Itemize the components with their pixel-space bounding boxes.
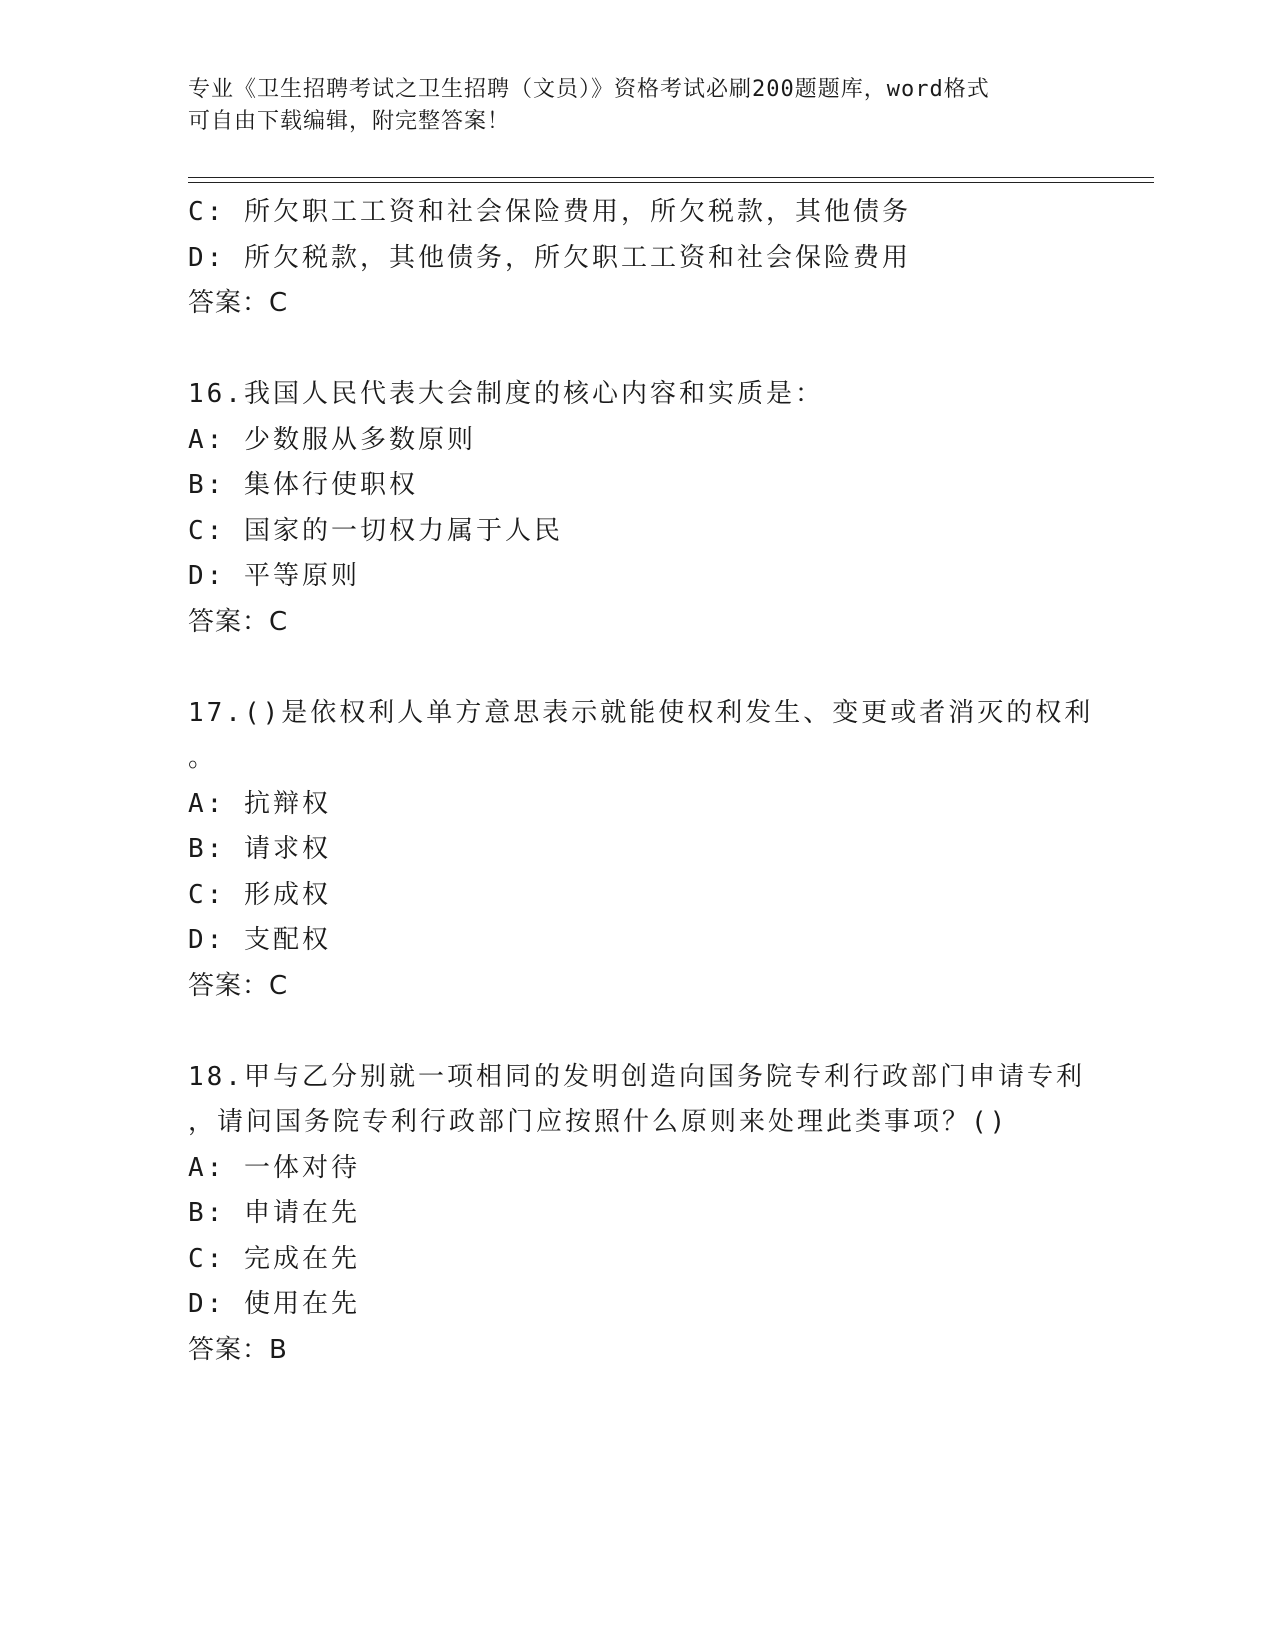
option-a: A: 抗辩权 [188,788,331,819]
question-stem-continued: ，请问国务院专利行政部门应按照什么原则来处理此类事项？() [188,1107,1009,1137]
option-c: C: 所欠职工工资和社会保险费用，所欠税款，其他债务 [188,197,911,227]
option-b: B: 集体行使职权 [188,470,418,500]
option-c: C: 形成权 [188,879,331,910]
question-18 [188,1055,1088,1374]
option-a: A: 少数服从多数原则 [188,424,476,455]
header-line-2: 可自由下载编辑，附完整答案！ [188,109,511,134]
option-c: C: 完成在先 [188,1243,360,1274]
answer-line: 答案：C [188,288,289,318]
option-d: D: 平等原则 [188,561,360,591]
option-d: D: 支配权 [188,925,331,955]
question-stem: 18.甲与乙分别就一项相同的发明创造向国务院专利行政部门申请专利 [188,1061,1085,1092]
question-16 [188,372,1088,645]
header-line-1: 专业《卫生招聘考试之卫生招聘（文员）》资格考试必刷200题题库，word格式 [188,77,990,102]
header-double-rule [188,177,1154,183]
spacer [188,645,1088,691]
spacer [188,1009,1088,1055]
question-15-tail [188,190,1088,327]
option-d: D: 使用在先 [188,1289,360,1319]
answer-line: 答案：C [188,970,289,1001]
spacer [188,327,1088,373]
option-b: B: 申请在先 [188,1198,360,1228]
answer-line: 答案：C [188,606,289,637]
question-stem-continued: 。 [188,743,218,773]
question-content [188,190,1094,1373]
option-b: B: 请求权 [188,834,331,864]
question-17 [188,691,1094,1010]
option-c: C: 国家的一切权力属于人民 [188,515,563,546]
document-header [188,74,1068,138]
question-stem: 16.我国人民代表大会制度的核心内容和实质是： [188,379,824,409]
option-a: A: 一体对待 [188,1152,360,1183]
answer-line: 答案：B [188,1334,288,1365]
option-d: D: 所欠税款，其他债务，所欠职工工资和社会保险费用 [188,242,911,273]
question-stem: 17.()是依权利人单方意思表示就能使权利发生、变更或者消灭的权利 [188,697,1094,728]
